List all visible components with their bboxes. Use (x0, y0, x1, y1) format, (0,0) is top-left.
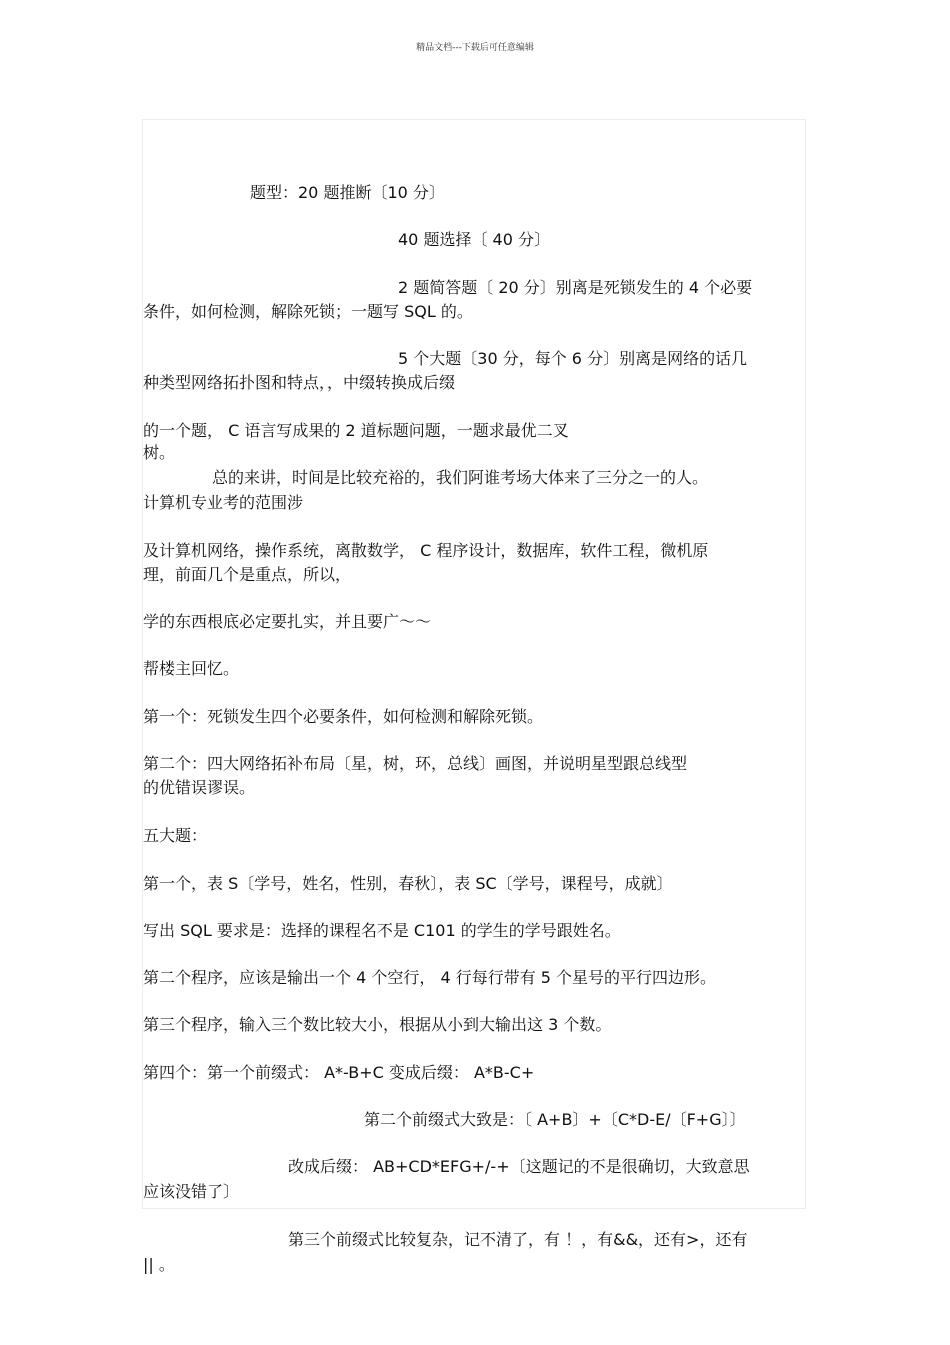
text-line: 种类型网络拓扑图和特点，，中缀转换成后缀 (143, 373, 456, 392)
text-line: 树。 (143, 443, 176, 462)
text-line: 改成后缀： AB+CD*EFG+/-+〔这题记的不是很确切，大致意思 (288, 1157, 750, 1176)
text-line: 计算机专业考的范围涉 (143, 493, 304, 512)
text-line: 40 题选择〔 40 分〕 (398, 230, 550, 249)
text-line: 第三个前缀式比较复杂，记不清了，有 ！，有&&，还有>，还有 (288, 1230, 748, 1249)
text-line: 2 题简答题〔 20 分〕别离是死锁发生的 4 个必要 (398, 278, 753, 297)
text-line: 第一个，表 S〔学号，姓名，性别，春秋〕，表 SC〔学号，课程号，成就〕 (143, 874, 673, 893)
text-line: 五大题： (143, 826, 208, 845)
text-line: 第四个：第一个前缀式： A*-B+C 变成后缀： A*B-C+ (143, 1063, 535, 1082)
text-line: 第一个：死锁发生四个必要条件，如何检测和解除死锁。 (143, 707, 544, 726)
text-line: 帮楼主回忆。 (143, 659, 240, 678)
text-line: 写出 SQL 要求是：选择的课程名不是 C101 的学生的学号跟姓名。 (143, 921, 621, 940)
text-line: 条件，如何检测，解除死锁；一题写 SQL 的。 (143, 302, 473, 321)
page-header: 精品文档---下载后可任意编辑 (416, 43, 534, 53)
text-line: 及计算机网络，操作系统，离散数学， C 程序设计，数据库，软件工程，微机原 (143, 541, 709, 560)
text-line: 学的东西根底必定要扎实，并且要广～～ (143, 612, 432, 631)
text-line: || 。 (143, 1255, 175, 1274)
text-line: 第二个：四大网络拓补布局〔星，树，环，总线〕画图，并说明星型跟总线型 (143, 754, 688, 773)
text-line: 的一个题， C 语言写成果的 2 道标题问题，一题求最优二叉 (143, 421, 569, 440)
text-line: 应该没错了〕 (143, 1182, 240, 1201)
text-line: 5 个大题〔30 分，每个 6 分〕别离是网络的话几 (398, 349, 748, 368)
text-line: 理，前面几个是重点，所以， (143, 565, 352, 584)
text-line: 总的来讲，时间是比较充裕的，我们阿谁考场大体来了三分之一的人。 (212, 468, 709, 487)
text-line: 的优错误谬误。 (143, 778, 256, 797)
text-line: 第二个前缀式大致是：〔 A+B〕+〔C*D-E/〔F+G〕〕 (364, 1110, 746, 1129)
text-line: 第三个程序，输入三个数比较大小，根据从小到大输出这 3 个数。 (143, 1015, 612, 1034)
text-line: 第二个程序，应该是输出一个 4 个空行， 4 行每行带有 5 个星号的平行四边形。 (143, 968, 717, 987)
text-line: 题型：20 题推断〔10 分〕 (250, 183, 445, 202)
